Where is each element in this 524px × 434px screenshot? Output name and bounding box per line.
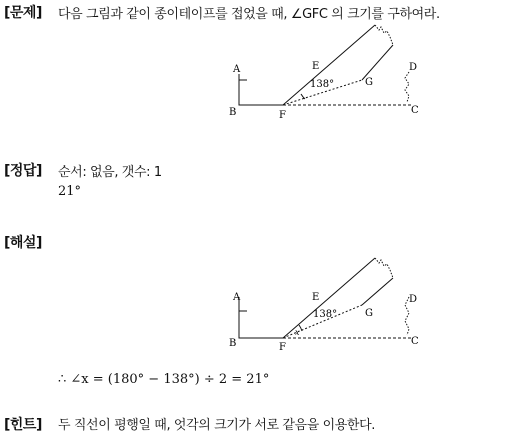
- problem-figure: [225, 22, 425, 122]
- torn-edge-top: [375, 258, 393, 278]
- label-G: G: [365, 77, 373, 88]
- label-F: F: [279, 110, 286, 121]
- label-G: G: [365, 308, 373, 319]
- hint-tag: [힌트]: [4, 417, 42, 433]
- problem-text: 다음 그림과 같이 종이테이프를 접었을 때, ∠GFC 의 크기를 구하여라.: [58, 7, 440, 22]
- solution-figure: [225, 255, 425, 355]
- hint-text: 두 직선이 평행일 때, 엇각의 크기가 서로 같음을 이용한다.: [58, 418, 375, 433]
- angle-x-label: x: [295, 328, 300, 337]
- fold-line-fe: [283, 258, 375, 338]
- label-E: E: [312, 61, 320, 72]
- label-C: C: [411, 336, 419, 347]
- label-D: D: [409, 294, 418, 305]
- label-B: B: [229, 107, 237, 118]
- label-A: A: [233, 64, 241, 75]
- fold-line-fe: [283, 25, 375, 105]
- folded-edge-g: [362, 45, 393, 80]
- angle-label: 138°: [313, 309, 338, 320]
- answer-line-2: 21°: [58, 184, 82, 199]
- angle-label: 138°: [310, 79, 335, 90]
- tape-left-edge: [239, 297, 283, 338]
- problem-tag: [문제]: [4, 5, 42, 21]
- folded-edge-g: [362, 278, 393, 305]
- answer-line-1: 순서: 없음, 갯수: 1: [58, 165, 162, 180]
- solution-tag: [해설]: [4, 235, 42, 251]
- label-A: A: [233, 292, 241, 303]
- label-E: E: [312, 292, 320, 303]
- label-C: C: [411, 105, 419, 116]
- label-D: D: [409, 62, 418, 73]
- solution-equation: ∴ ∠x = (180° − 138°) ÷ 2 = 21°: [58, 372, 270, 387]
- tape-left-edge: [239, 74, 283, 105]
- torn-edge-right: [405, 72, 409, 102]
- answer-tag: [정답]: [4, 163, 42, 179]
- label-B: B: [229, 338, 237, 349]
- torn-edge-top: [375, 25, 393, 45]
- label-F: F: [279, 342, 286, 353]
